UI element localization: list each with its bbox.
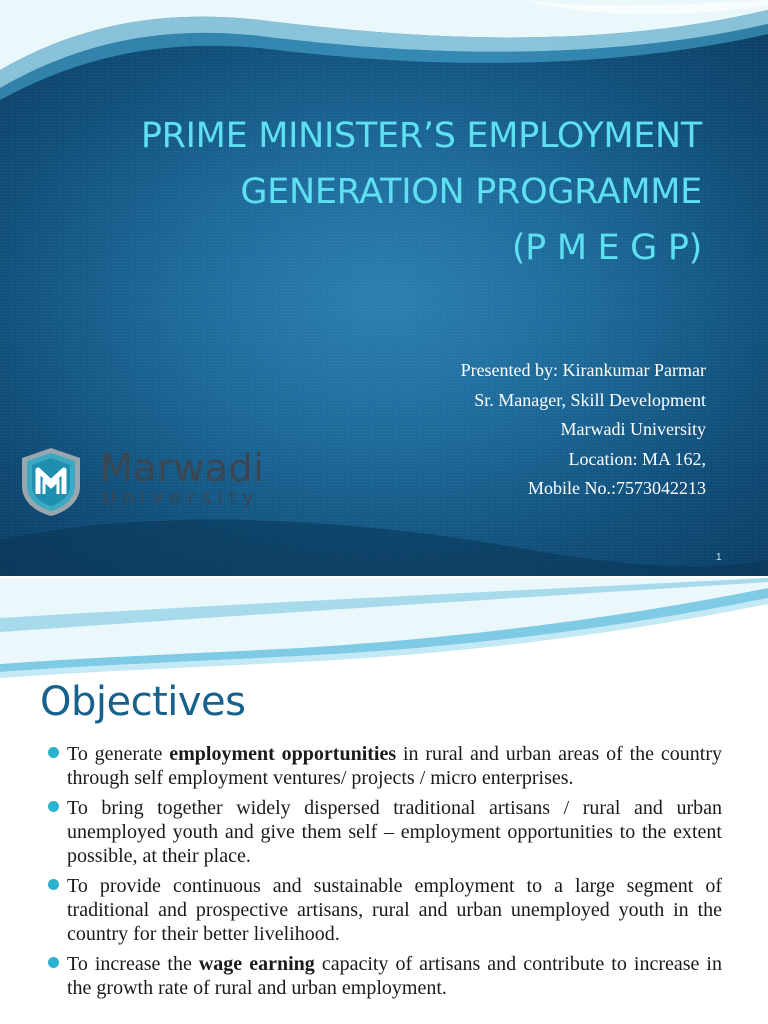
objectives-slide <box>0 578 768 1024</box>
bullet-bold-text: wage earning <box>198 953 315 975</box>
list-item <box>48 796 722 868</box>
slide-title <box>40 108 702 276</box>
logo-subtitle: University <box>102 487 260 509</box>
list-item <box>48 742 722 790</box>
objectives-list <box>48 742 722 1006</box>
bullet-text <box>67 952 722 1000</box>
title-line-2: GENERATION PROGRAMME <box>240 172 702 212</box>
bullet-text <box>67 874 722 946</box>
marwadi-logo <box>18 446 318 522</box>
bullet-text-part: To increase the <box>67 953 199 975</box>
presenter-line-3: Marwadi University <box>560 419 706 439</box>
bullet-icon <box>48 801 59 812</box>
objectives-heading: Objectives <box>40 679 246 725</box>
list-item <box>48 952 722 1000</box>
bullet-icon <box>48 957 59 968</box>
list-item <box>48 874 722 946</box>
shield-icon <box>18 446 84 518</box>
bullet-bold-text: employment opportunities <box>169 743 397 765</box>
presenter-line-5: Mobile No.:7573042213 <box>528 478 706 498</box>
presenter-info <box>346 356 706 504</box>
bullet-text-part: To bring together widely dispersed traditional artisans / rural and urban unemployed youth and give them self – employment opportunities to the extent possible, at their place. <box>67 797 722 867</box>
bullet-text <box>67 742 722 790</box>
bullet-text-part: capacity of artisans and contribute to increase in the growth rate of rural and urban employment. <box>67 953 722 999</box>
bullet-text-part: in rural and urban areas of the country through self employment ventures/ projects / micro enterprises. <box>67 743 722 789</box>
bullet-text-part: To provide continuous and sustainable employment to a large segment of traditional and prospective artisans, rural and urban unemployed youth in the country for their better livelihood. <box>67 875 722 945</box>
bullet-icon <box>48 747 59 758</box>
logo-name: Marwadi <box>100 446 265 490</box>
page-number: 1 <box>716 552 722 563</box>
title-line-1: PRIME MINISTER’S EMPLOYMENT <box>140 116 702 156</box>
bullet-text <box>67 796 722 868</box>
presenter-line-2: Sr. Manager, Skill Development <box>474 389 706 410</box>
bullet-icon <box>48 879 59 890</box>
bullet-text-part: To generate <box>67 743 170 765</box>
wave-decoration-top <box>0 578 768 678</box>
presenter-line-1: Presented by: Kirankumar Parmar <box>460 360 706 380</box>
title-line-3: (P M E G P) <box>511 228 702 268</box>
presenter-line-4: Location: MA 162, <box>568 448 706 469</box>
